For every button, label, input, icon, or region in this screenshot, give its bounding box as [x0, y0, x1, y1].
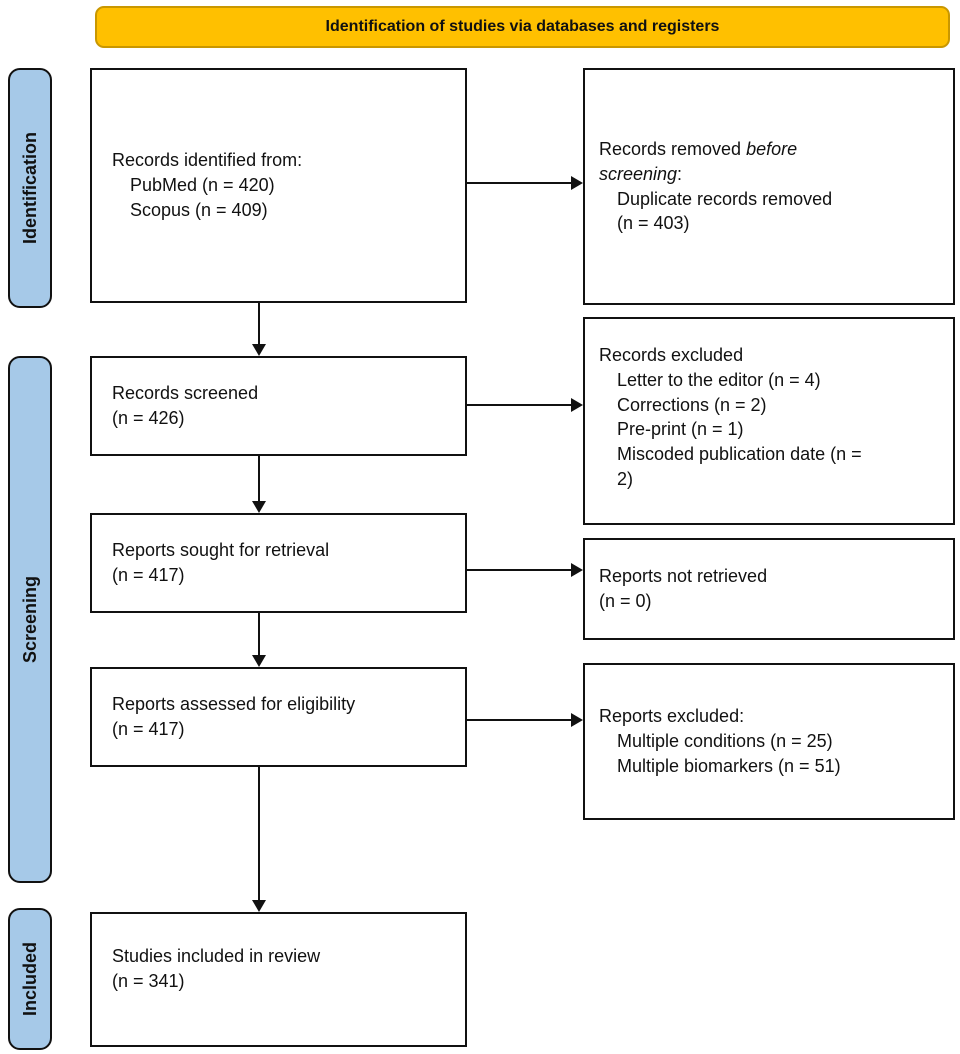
- stage-label-screening: Screening: [8, 356, 52, 883]
- not-retrieved-count: (n = 0): [599, 591, 652, 611]
- studies-included-label: Studies included in review: [112, 946, 321, 966]
- arrowhead-right-icon: [571, 713, 583, 727]
- records-screened-label: Records screened: [112, 383, 259, 404]
- duplicates-removed-label: Duplicate records removed: [617, 188, 833, 209]
- reports-sought-count: (n = 417): [112, 565, 185, 585]
- arrowhead-down-icon: [252, 900, 266, 912]
- arrow-sought-to-assessed: [252, 613, 266, 667]
- arrowhead-down-icon: [252, 655, 266, 667]
- box-reports-assessed: [90, 667, 467, 767]
- arrow-sought-to-not-retrieved: [467, 563, 583, 577]
- records-identified-scopus: Scopus (n = 409): [130, 199, 268, 220]
- duplicates-removed-count: (n = 403): [617, 213, 690, 234]
- arrow-identified-to-removed: [467, 176, 583, 190]
- arrow-screened-to-sought: [252, 456, 266, 513]
- not-retrieved-label: Reports not retrieved: [599, 566, 768, 587]
- excluded-multiple-biomarkers: Multiple biomarkers (n = 51): [617, 755, 841, 776]
- arrow-assessed-to-excluded: [467, 713, 583, 727]
- arrow-identified-to-screened: [252, 303, 266, 356]
- excluded-miscoded: Miscoded publication date (n = 2): [617, 444, 862, 490]
- arrow-screened-to-excluded: [467, 398, 583, 412]
- excluded-letter: Letter to the editor (n = 4): [617, 369, 821, 390]
- arrowhead-right-icon: [571, 398, 583, 412]
- box-records-identified: [90, 68, 467, 303]
- box-reports-not-retrieved: [583, 538, 955, 640]
- stage-label-included: Included: [8, 908, 52, 1050]
- records-identified-title: Records identified from:: [112, 150, 303, 171]
- reports-excluded-title: Reports excluded:: [599, 706, 745, 727]
- arrow-assessed-to-included: [252, 767, 266, 912]
- records-identified-pubmed: PubMed (n = 420): [130, 175, 275, 196]
- excluded-corrections: Corrections (n = 2): [617, 394, 767, 415]
- records-excluded-title: Records excluded: [599, 345, 744, 365]
- banner-title: [95, 6, 950, 48]
- box-records-screened: [90, 356, 467, 456]
- banner-title-text: Identification of studies via databases and registers: [325, 18, 720, 35]
- arrowhead-right-icon: [571, 563, 583, 577]
- records-screened-count: (n = 426): [112, 408, 185, 428]
- box-records-excluded: [583, 317, 955, 525]
- stage-label-identification: Identification: [8, 68, 52, 308]
- reports-assessed-count: (n = 417): [112, 719, 185, 739]
- box-records-removed: [583, 68, 955, 305]
- records-removed-title-italic: before screening: [599, 138, 798, 184]
- excluded-preprint: Pre-print (n = 1): [617, 419, 744, 440]
- arrowhead-down-icon: [252, 344, 266, 356]
- arrowhead-down-icon: [252, 501, 266, 513]
- arrowhead-right-icon: [571, 176, 583, 190]
- reports-sought-label: Reports sought for retrieval: [112, 540, 330, 561]
- box-reports-sought: [90, 513, 467, 613]
- box-reports-excluded: [583, 663, 955, 820]
- studies-included-count: (n = 341): [112, 970, 185, 991]
- excluded-multiple-conditions: Multiple conditions (n = 25): [617, 731, 833, 752]
- box-studies-included: [90, 912, 467, 1047]
- records-removed-title: Records removed before screening:: [599, 138, 798, 184]
- reports-assessed-label: Reports assessed for eligibility: [112, 694, 356, 715]
